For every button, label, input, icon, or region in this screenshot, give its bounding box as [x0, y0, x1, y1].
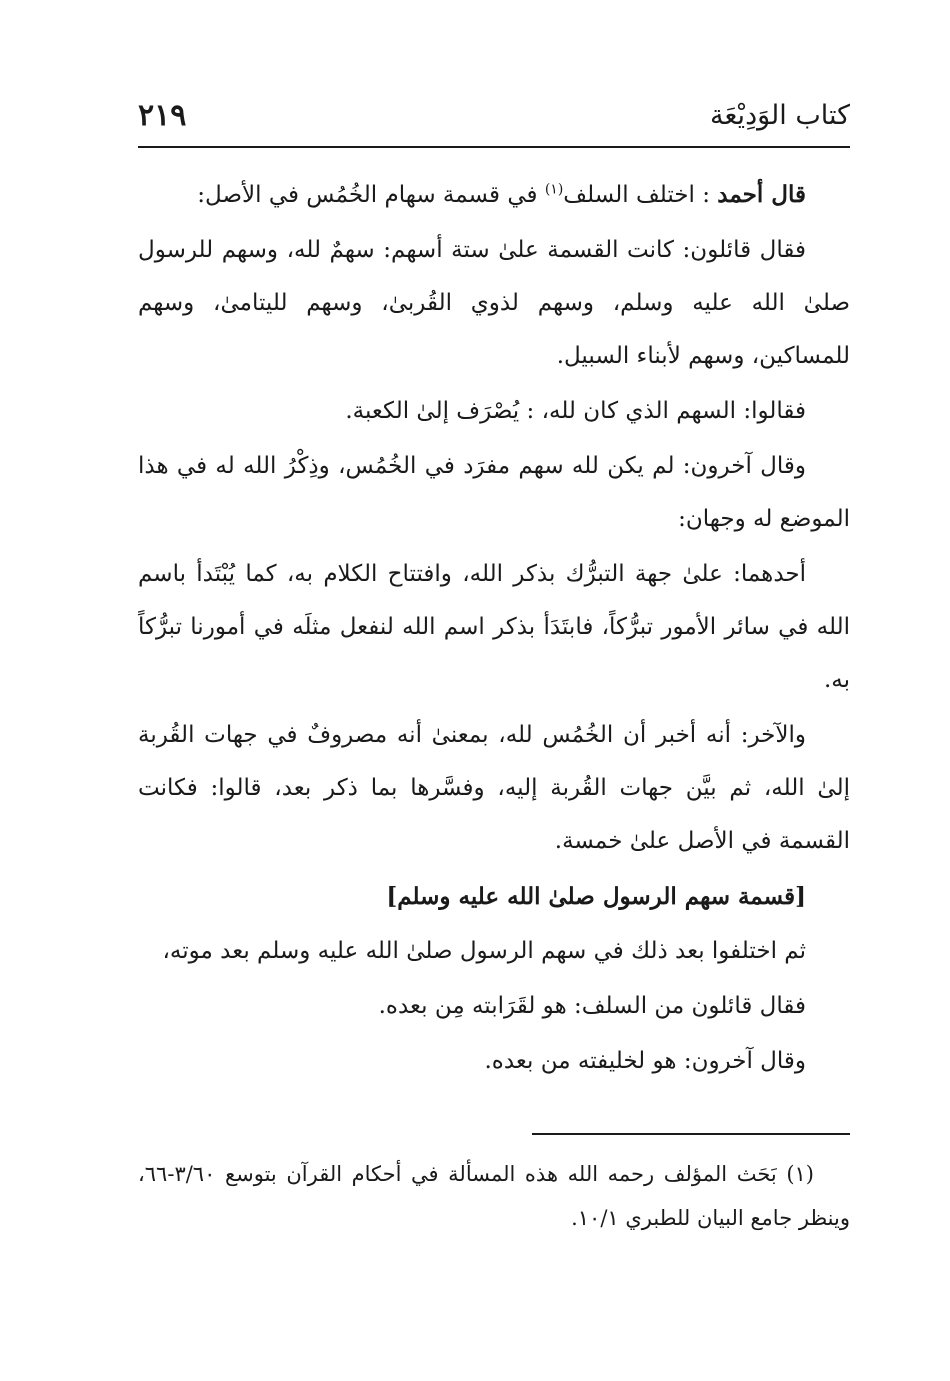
- speaker-name: قال أحمد: [717, 181, 806, 208]
- paragraph: ثم اختلفوا بعد ذلك في سهم الرسول صلىٰ الله عليه وسلم بعد موته،: [162, 938, 806, 964]
- book-title: كتاب الوَدِيْعَة: [710, 100, 850, 131]
- paragraph: فقال قائلون: كانت القسمة علىٰ ستة أسهم: سهمٌ لله، وسهم للرسول صلىٰ الله عليه وسلم، وسهم لذوي القُربىٰ، وسهم لليتامىٰ، وسهم للمساكين، وسهم لأبناء السبيل.: [138, 237, 850, 369]
- paragraph: فقالوا: السهم الذي كان لله، : يُصْرَف إلىٰ الكعبة.: [345, 398, 806, 424]
- footnote-text: (١) بَحَث المؤلف رحمه الله هذه المسألة في أحكام القرآن بتوسع ٣/٦٠-٦٦، وينظر جامع البيان للطبري ١٠/١.: [138, 1162, 850, 1230]
- footnote-section: [138, 1152, 850, 1240]
- paragraph-lead: : اختلف السلف: [563, 182, 718, 208]
- footnote-reference[interactable]: (١): [544, 181, 564, 198]
- section-heading: [قسمة سهم الرسول صلىٰ الله عليه وسلم]: [386, 883, 806, 910]
- paragraph: وقال آخرون: لم يكن لله سهم مفرَد في الخُمُس، وذِكْرُ الله له في هذا الموضع له وجهان:: [138, 453, 850, 532]
- paragraph-text: في قسمة سهام الخُمُس في الأصل:: [197, 182, 545, 208]
- paragraph: وقال آخرون: هو لخليفته من بعده.: [484, 1048, 806, 1074]
- page-number: ٢١٩: [138, 98, 187, 133]
- footnote-divider: [532, 1133, 850, 1135]
- paragraph: أحدهما: علىٰ جهة التبرُّك بذكر الله، وافتتاح الكلام به، كما يُبْتَدأ باسم الله في سائر الأمور تبرُّكاً، فابتَدَأ بذكر اسم الله لنفعل مثلَه في أمورنا تبرُّكاً به.: [138, 561, 850, 693]
- main-text: [138, 168, 850, 1090]
- paragraph-opening: [138, 168, 850, 222]
- paragraph: فقال قائلون من السلف: هو لقَرَابته مِن بعده.: [378, 993, 806, 1019]
- running-header: [138, 96, 850, 148]
- paragraph: والآخر: أنه أخبر أن الخُمُس لله، بمعنىٰ أنه مصروفٌ في جهات القُربة إلىٰ الله، ثم بيَّن جهات القُربة إليه، وفسَّرها بما ذكر بعد، قالوا: فكانت القسمة في الأصل علىٰ خمسة.: [138, 722, 850, 854]
